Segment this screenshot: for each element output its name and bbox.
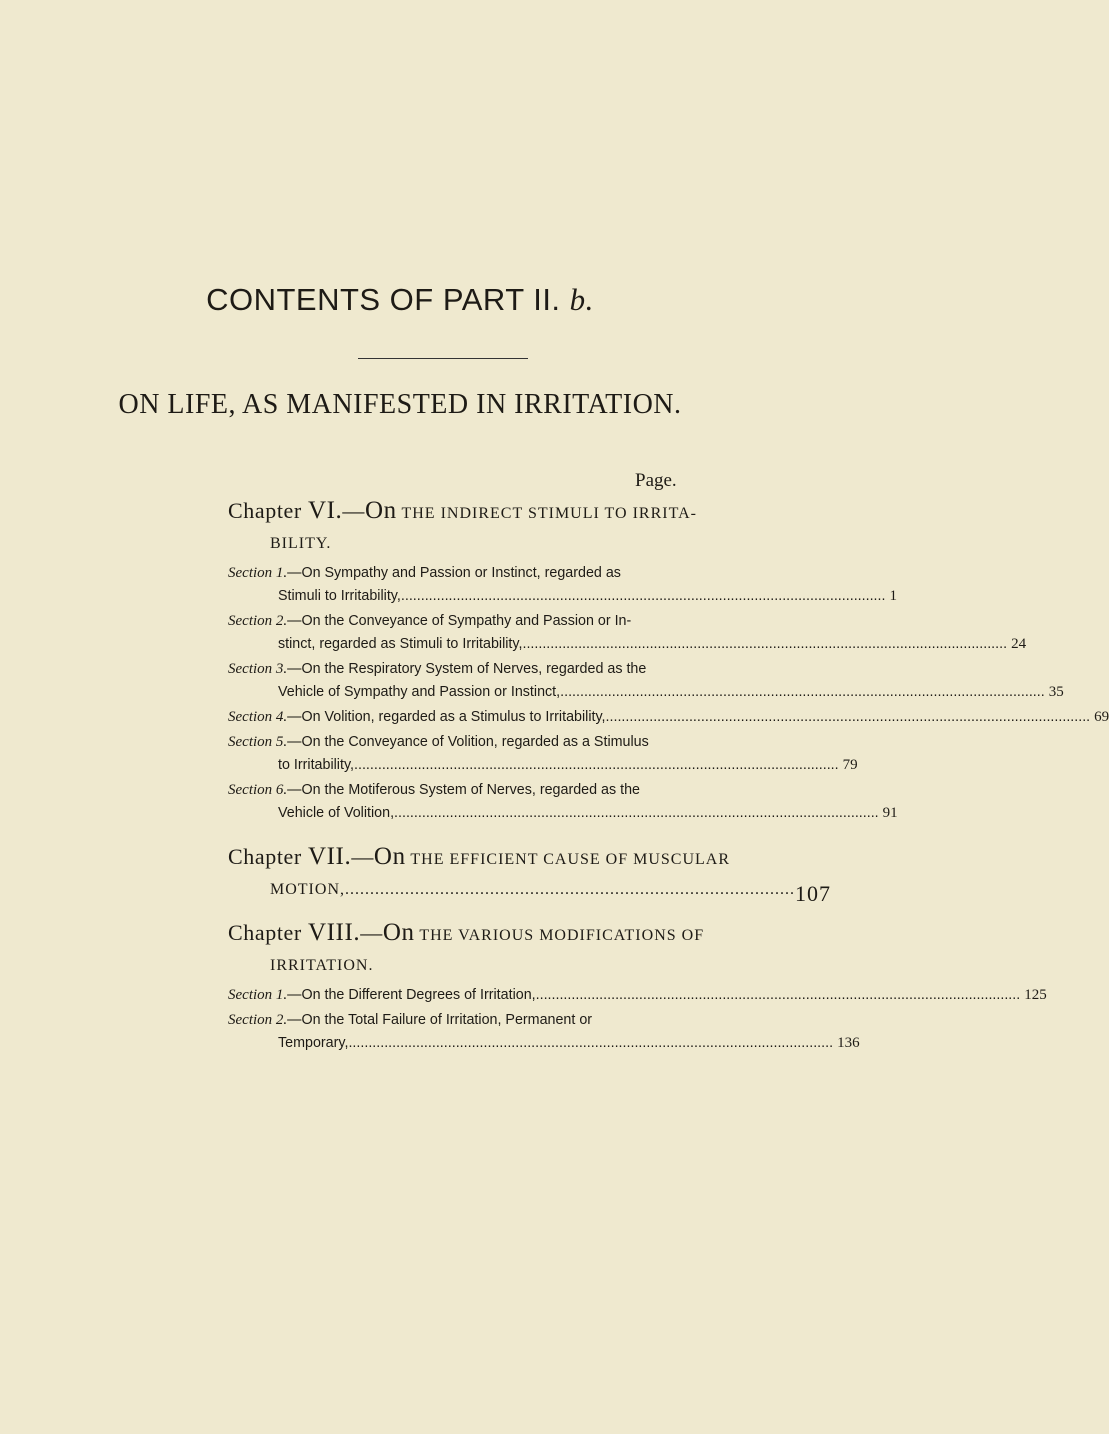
chapter-number: VII. xyxy=(307,843,352,870)
chapter-heading xyxy=(228,919,705,975)
chapter-word: Chapter xyxy=(228,844,302,869)
section-label: Section 1. xyxy=(228,987,288,1003)
section-title-cont: stinct, regarded as Stimuli to Irritability, xyxy=(278,636,523,652)
section-page-number: 35 xyxy=(1048,684,1064,700)
section-title: —On Sympathy and Passion or Instinct, regarded as xyxy=(287,565,621,581)
section-title: —On the Respiratory System of Nerves, regarded as the xyxy=(287,661,647,677)
chapter-title-cont: IRRITATION. xyxy=(270,957,374,974)
leader-dots: .......................................................................................................................... xyxy=(535,987,1021,1003)
section-title: —On the Total Failure of Irritation, Permanent or xyxy=(287,1012,593,1028)
section-title-cont: to Irritability, xyxy=(278,757,355,773)
section-title: —On Volition, regarded as a Stimulus to Irritability, xyxy=(287,709,606,725)
section-label: Section 3. xyxy=(228,661,288,677)
toc-entry xyxy=(228,984,1047,1007)
section-label: Section 2. xyxy=(228,613,288,629)
chapter-title-rest: THE EFFICIENT CAUSE OF MUSCULAR xyxy=(405,851,731,868)
section-page-number: 69 xyxy=(1094,709,1109,725)
section-title: —On the Motiferous System of Nerves, regarded as the xyxy=(287,782,640,798)
toc-entry xyxy=(228,562,897,608)
section-label: Section 1. xyxy=(228,565,288,581)
section-page-number: 1 xyxy=(889,588,897,604)
chapter-dash: — xyxy=(351,844,374,869)
chapter-number: VI. xyxy=(307,497,343,524)
section-title: —On the Conveyance of Sympathy and Passion or In- xyxy=(287,613,632,629)
leader-dots: .......................................................................................................................... xyxy=(348,1035,834,1051)
section-page-number: 136 xyxy=(837,1035,860,1051)
leader-dots: .......................................................................................................................... xyxy=(560,684,1045,700)
leader-dots: .......................................................................................... xyxy=(345,881,795,898)
chapter-heading xyxy=(228,843,831,907)
chapter-dash: — xyxy=(342,498,365,523)
chapter-heading-cont xyxy=(270,957,678,975)
chapter-heading-line xyxy=(228,843,731,871)
section-title-cont: Stimuli to Irritability, xyxy=(278,588,401,604)
section-page-number: 125 xyxy=(1024,987,1047,1003)
chapter-heading-cont xyxy=(270,881,831,907)
toc-entry xyxy=(228,731,858,777)
section-label: Section 2. xyxy=(228,1012,288,1028)
chapter-number: VIII. xyxy=(307,919,361,946)
section-label: Section 5. xyxy=(228,734,288,750)
leader-dots: .......................................................................................................................... xyxy=(394,805,879,821)
chapter-word: Chapter xyxy=(228,498,302,523)
toc-entry xyxy=(228,1009,860,1055)
leader-dots: .......................................................................................................................... xyxy=(605,709,1091,725)
toc-entry xyxy=(228,779,898,825)
chapter-title-rest: THE INDIRECT STIMULI TO IRRITA- xyxy=(396,505,697,522)
page-title-text: CONTENTS OF PART II. xyxy=(206,282,561,317)
chapter-heading-line xyxy=(228,919,705,947)
section-title-cont: Temporary, xyxy=(278,1035,349,1051)
section-title-cont: Vehicle of Sympathy and Passion or Instinct, xyxy=(278,684,561,700)
leader-dots: .......................................................................................................................... xyxy=(354,757,839,773)
page-column-label: Page. xyxy=(635,470,677,491)
chapter-page-number: 107 xyxy=(795,881,831,906)
section-label: Section 4. xyxy=(228,709,288,725)
toc-entry xyxy=(228,658,1064,704)
chapter-first-word: On xyxy=(373,843,406,870)
section-title: —On the Conveyance of Volition, regarded as a Stimulus xyxy=(287,734,649,750)
chapter-title-cont: MOTION, xyxy=(270,881,345,898)
chapter-heading-line xyxy=(228,497,697,525)
section-page-number: 91 xyxy=(882,805,898,821)
page-title-suffix: b. xyxy=(569,282,594,317)
chapter-dash: — xyxy=(360,920,383,945)
toc-entry xyxy=(228,610,1027,656)
chapter-first-word: On xyxy=(365,497,397,524)
chapter-heading-cont xyxy=(270,535,678,553)
chapter-word: Chapter xyxy=(228,920,302,945)
section-label: Section 6. xyxy=(228,782,288,798)
part-heading: ON LIFE, AS MANIFESTED IN IRRITATION. xyxy=(118,389,682,420)
leader-dots: .......................................................................................................................... xyxy=(400,588,886,604)
page-title xyxy=(0,282,800,318)
chapter-title-rest: THE VARIOUS MODIFICATIONS OF xyxy=(414,927,705,944)
section-page-number: 24 xyxy=(1011,636,1027,652)
chapter-title-cont: BILITY. xyxy=(270,535,332,552)
section-page-number: 79 xyxy=(842,757,858,773)
chapter-first-word: On xyxy=(382,919,415,946)
section-title: —On the Different Degrees of Irritation, xyxy=(287,987,536,1003)
chapter-heading xyxy=(228,497,697,553)
toc-entry xyxy=(228,706,1109,729)
leader-dots: .......................................................................................................................... xyxy=(522,636,1008,652)
section-title-cont: Vehicle of Volition, xyxy=(278,805,395,821)
divider-rule xyxy=(358,358,528,359)
